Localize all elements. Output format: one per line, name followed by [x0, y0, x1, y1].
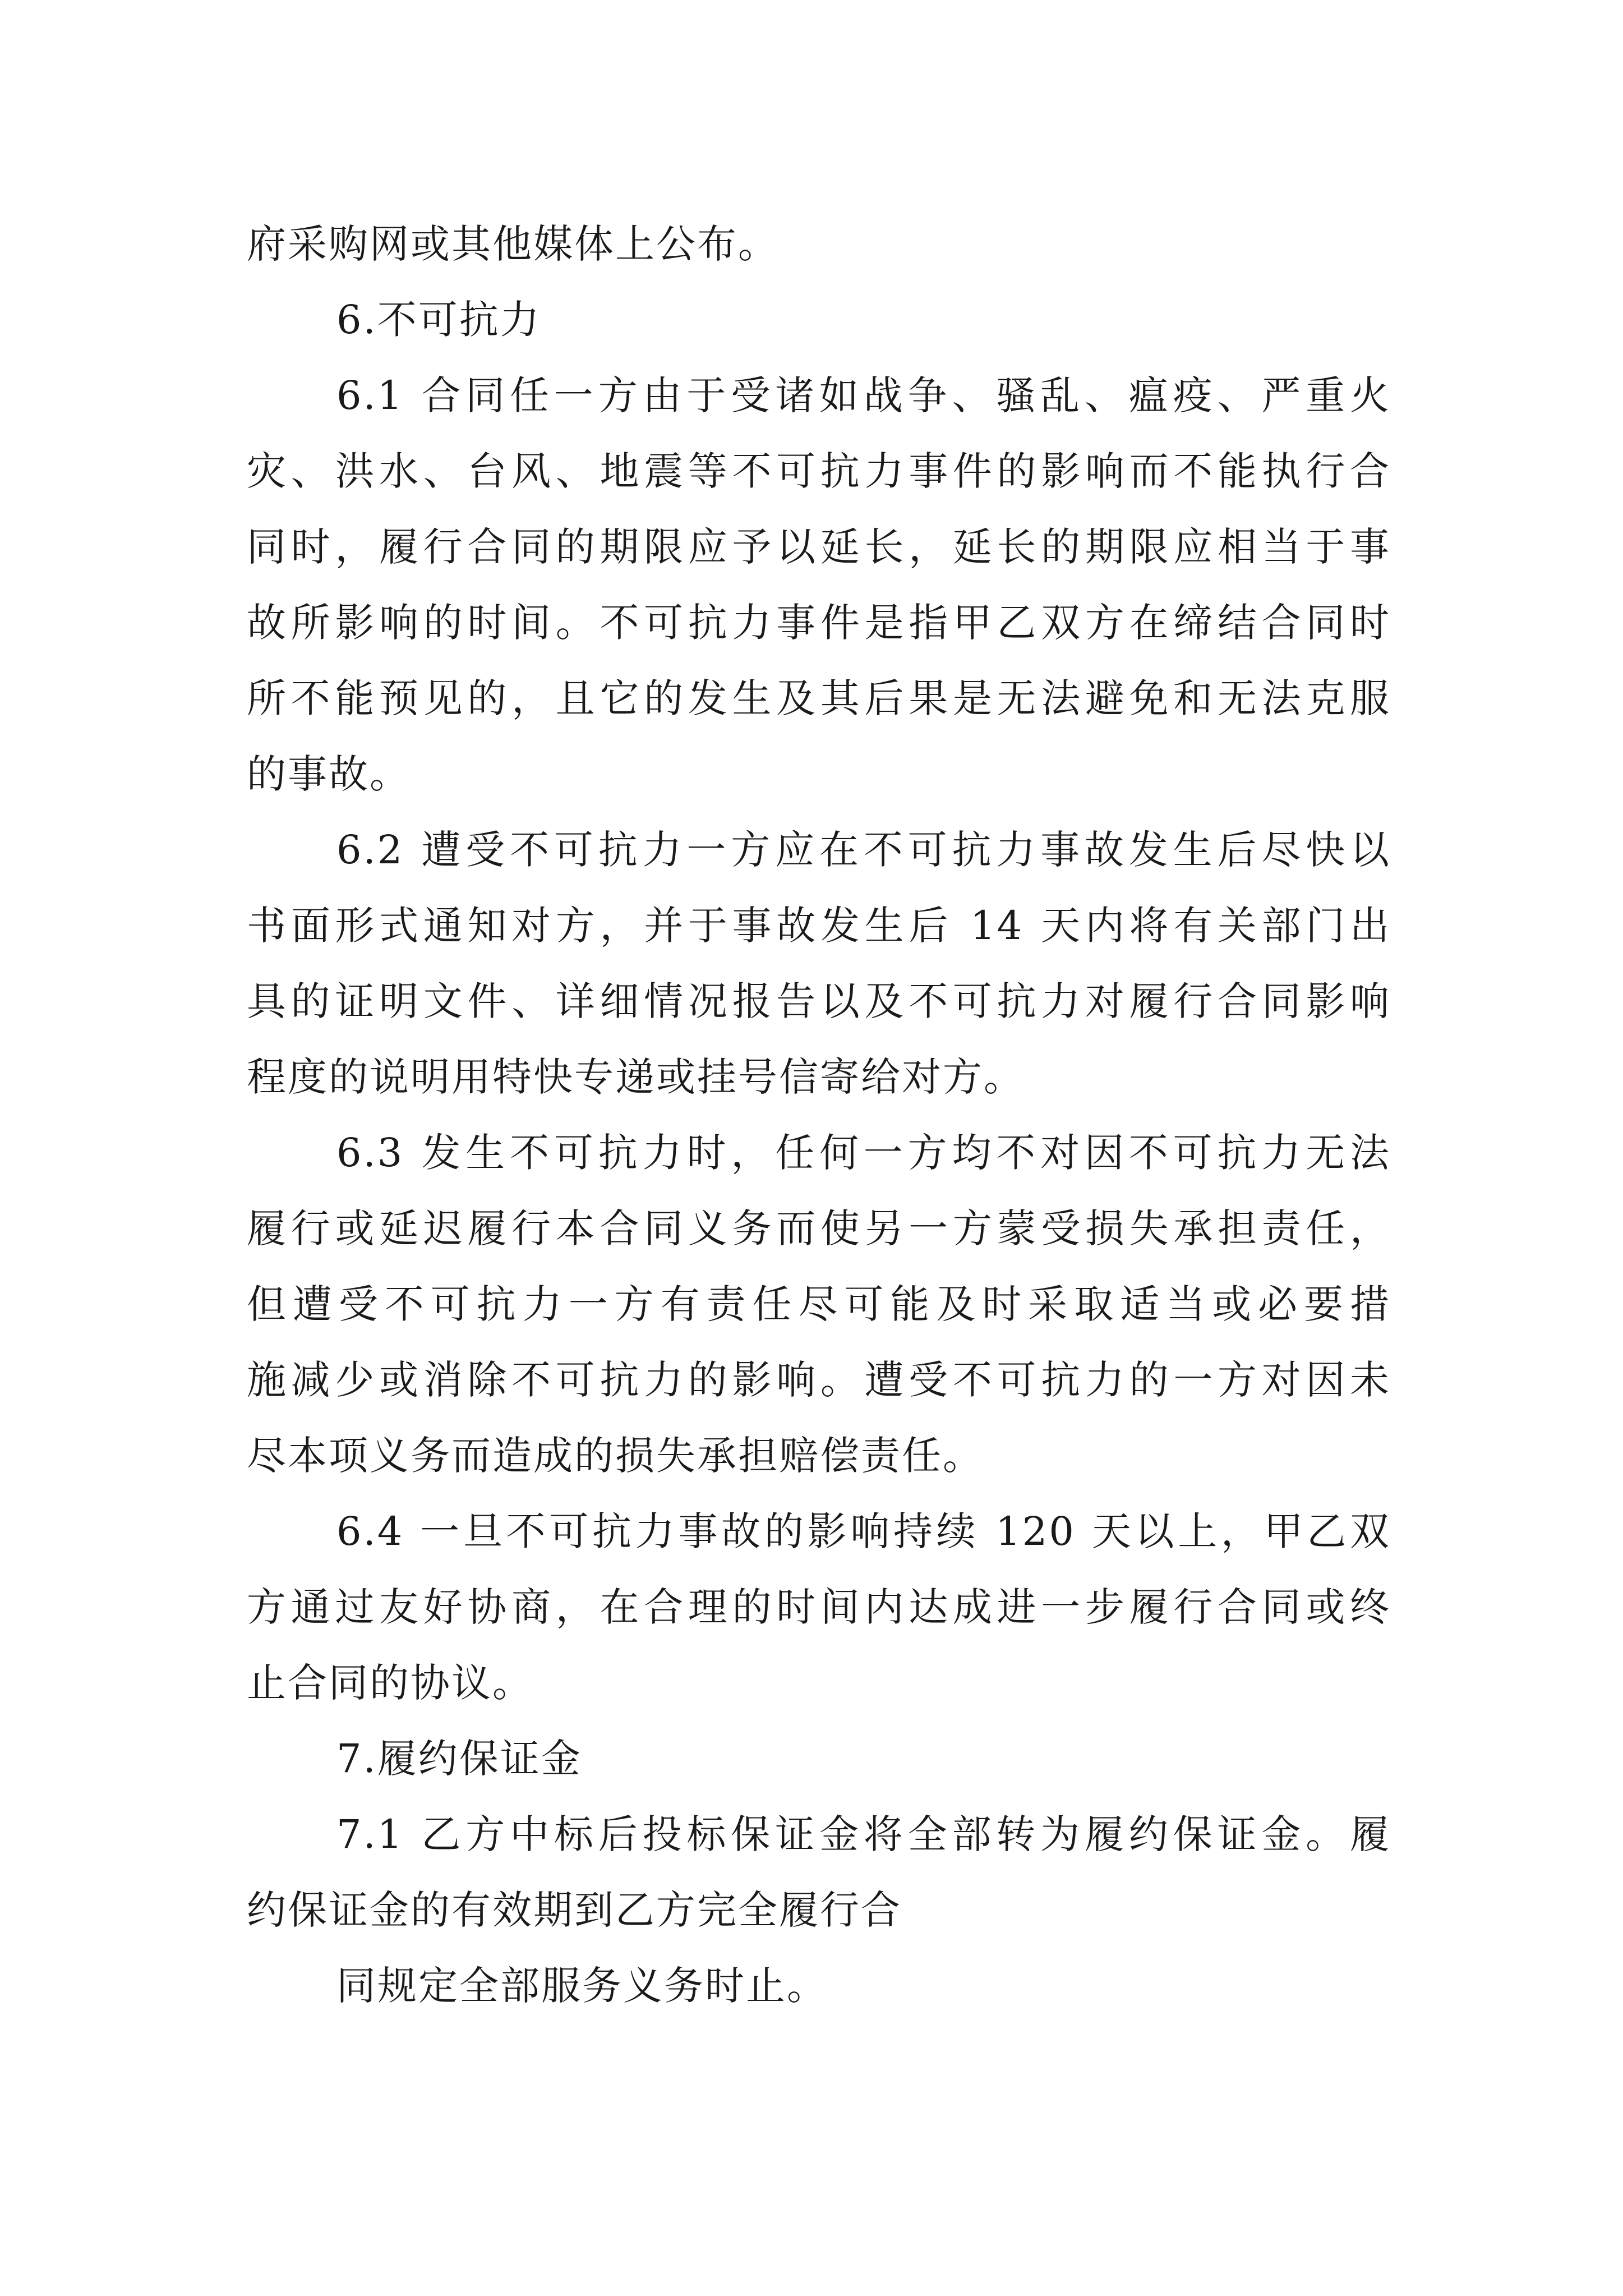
- text-line: 尽本项义务而造成的损失承担赔偿责任。: [247, 1433, 984, 1479]
- section-heading: 7.履约保证金: [336, 1736, 582, 1782]
- text-line: 具的证明文件、详细情况报告以及不可抗力对履行合同影响: [247, 978, 1391, 1024]
- text-line: 方通过友好协商，在合理的时间内达成进一步履行合同或终: [247, 1584, 1391, 1630]
- text-line: 灾、洪水、台风、地震等不可抗力事件的影响而不能执行合: [247, 448, 1391, 494]
- text-line: 故所影响的时间。不可抗力事件是指甲乙双方在缔结合同时: [247, 600, 1391, 646]
- text-line: 止合同的协议。: [247, 1660, 533, 1706]
- text-line: 约保证金的有效期到乙方完全履行合: [247, 1887, 902, 1933]
- text-line: 6.2 遭受不可抗力一方应在不可抗力事故发生后尽快以: [336, 827, 1391, 873]
- text-line: 6.3 发生不可抗力时，任何一方均不对因不可抗力无法: [336, 1130, 1391, 1176]
- text-line: 6.4 一旦不可抗力事故的影响持续 120 天以上，甲乙双: [336, 1508, 1391, 1554]
- text-line: 6.1 合同任一方由于受诸如战争、骚乱、瘟疫、严重火: [336, 372, 1391, 418]
- text-line: 施减少或消除不可抗力的影响。遭受不可抗力的一方对因未: [247, 1357, 1391, 1403]
- section-heading: 6.不可抗力: [336, 297, 541, 343]
- text-line: 同时，履行合同的期限应予以延长，延长的期限应相当于事: [247, 524, 1391, 570]
- text-line: 所不能预见的，且它的发生及其后果是无法避免和无法克服: [247, 675, 1391, 721]
- text-line: 7.1 乙方中标后投标保证金将全部转为履约保证金。履: [336, 1811, 1391, 1857]
- text-line: 府采购网或其他媒体上公布。: [247, 221, 779, 267]
- text-line: 的事故。: [247, 751, 411, 797]
- text-line: 书面形式通知对方，并于事故发生后 14 天内将有关部门出: [247, 903, 1391, 949]
- text-line: 履行或延迟履行本合同义务而使另一方蒙受损失承担责任，: [247, 1205, 1391, 1251]
- text-line: 程度的说明用特快专递或挂号信寄给对方。: [247, 1054, 1025, 1100]
- text-line: 但遭受不可抗力一方有责任尽可能及时采取适当或必要措: [247, 1281, 1391, 1327]
- text-line: 同规定全部服务义务时止。: [336, 1963, 828, 2009]
